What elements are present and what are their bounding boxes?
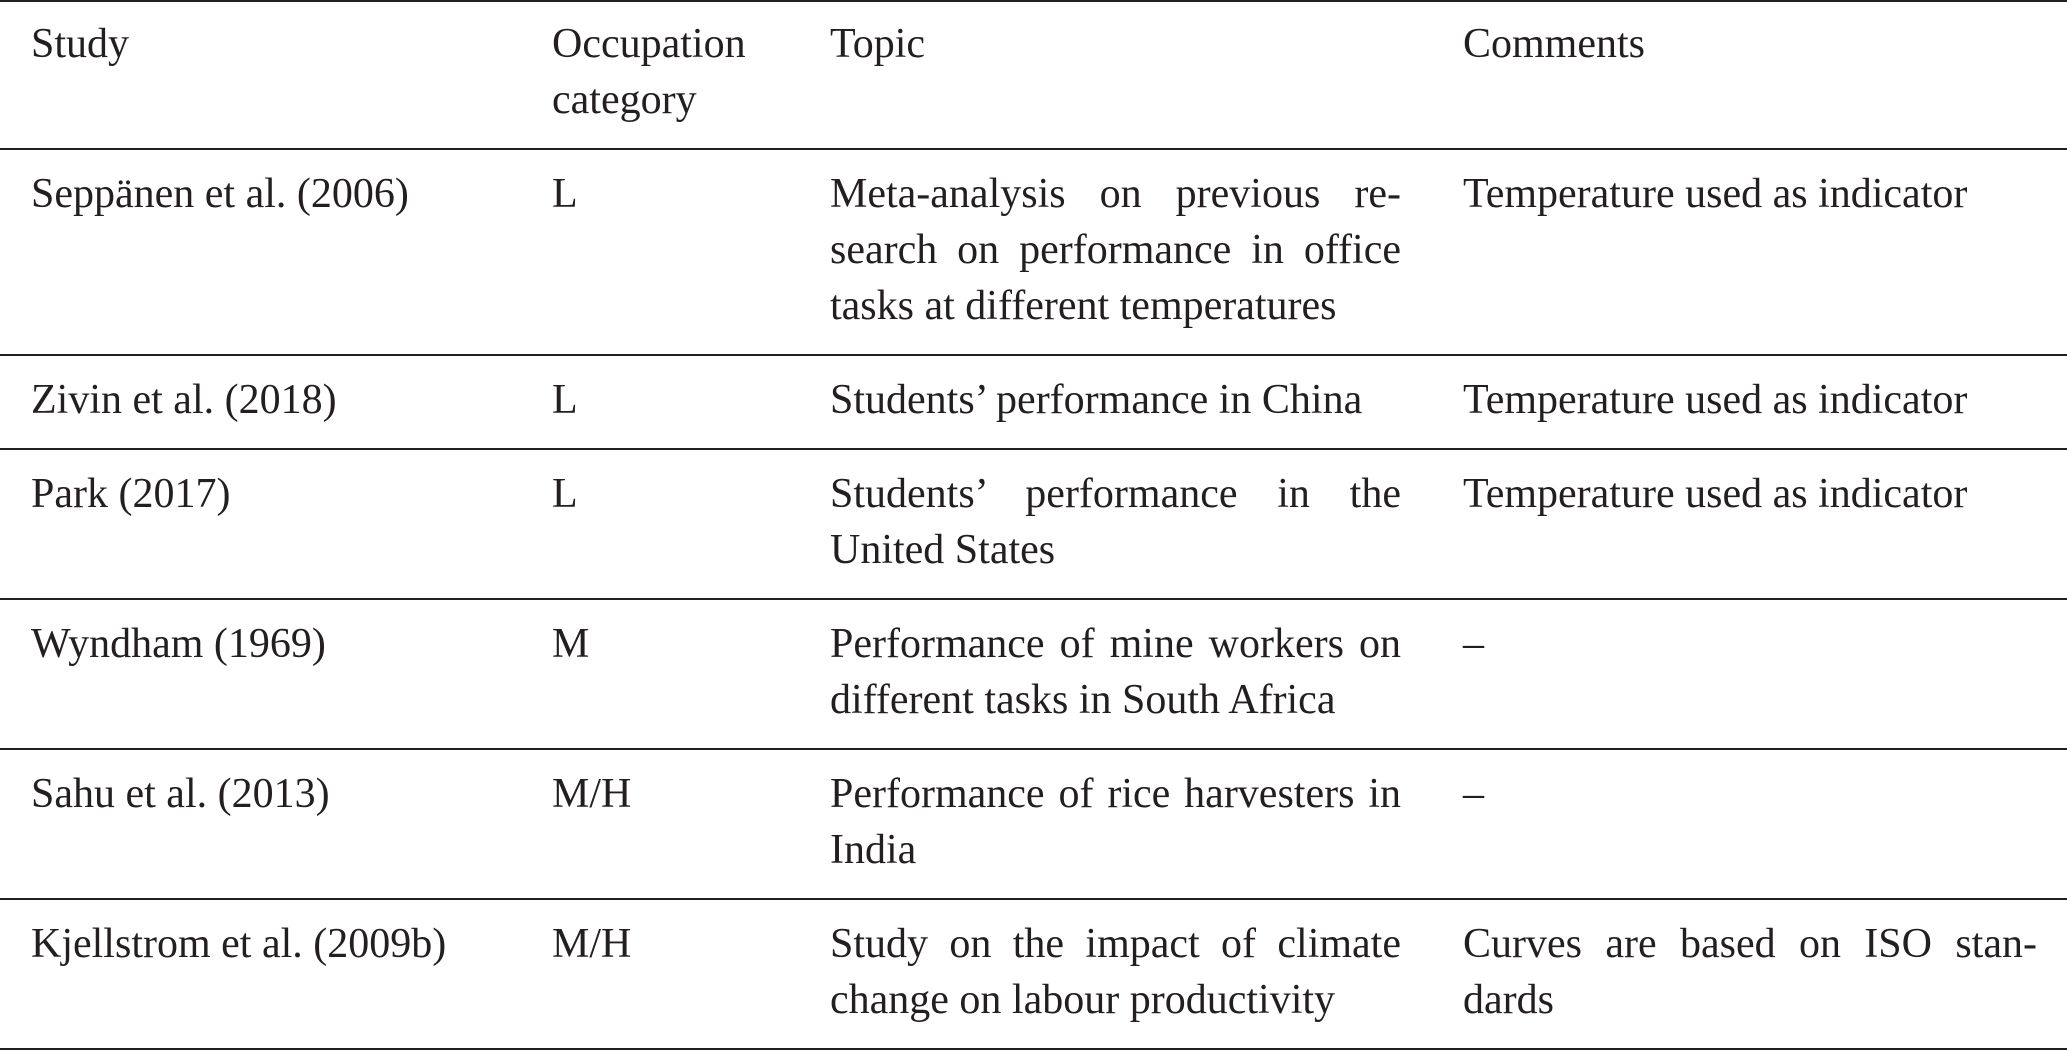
cell-topic: Performance of mine workers on different tasks in South Africa <box>830 621 1401 723</box>
cell-comments: – <box>1463 771 1484 817</box>
cell-topic: Study on the impact of climate change on labour productivity <box>830 921 1401 1023</box>
cell-study: Kjellstrom et al. (2009b) <box>31 921 447 967</box>
cell-occupation: L <box>552 171 578 217</box>
header-topic: Topic <box>830 21 926 67</box>
cell-study: Wyndham (1969) <box>31 621 326 667</box>
header-comments: Comments <box>1463 21 1646 67</box>
cell-occupation: L <box>552 377 578 423</box>
cell-comments: Temperature used as indicator <box>1463 471 1968 517</box>
cell-comments: Curves are based on ISO standards <box>1463 921 2037 1023</box>
cell-study: Seppänen et al. (2006) <box>31 171 409 217</box>
header-occupation-category: Occupation category <box>552 21 746 123</box>
cell-occupation: M/H <box>552 921 632 967</box>
table-row <box>0 355 2067 449</box>
table-row <box>0 899 2067 1049</box>
cell-topic: Students’ performance in the United States <box>830 471 1401 573</box>
cell-occupation: M <box>552 621 590 667</box>
table-row <box>0 449 2067 599</box>
header-study: Study <box>31 21 130 67</box>
table-row <box>0 599 2067 749</box>
cell-study: Park (2017) <box>31 471 231 517</box>
cell-comments: Temperature used as indicator <box>1463 171 1968 217</box>
cell-topic: Meta-analysis on previous research on performance in office tasks at different temperatures <box>830 171 1401 329</box>
cell-study: Zivin et al. (2018) <box>31 377 337 423</box>
table-row <box>0 149 2067 355</box>
cell-comments: – <box>1463 621 1484 667</box>
cell-comments: Temperature used as indicator <box>1463 377 1968 423</box>
cell-occupation: L <box>552 471 578 517</box>
cell-topic: Performance of rice harvesters in India <box>830 771 1401 873</box>
cell-topic: Students’ performance in China <box>830 377 1363 423</box>
table-header-row <box>0 1 2067 149</box>
cell-occupation: M/H <box>552 771 632 817</box>
table-row <box>0 749 2067 899</box>
cell-study: Sahu et al. (2013) <box>31 771 330 817</box>
